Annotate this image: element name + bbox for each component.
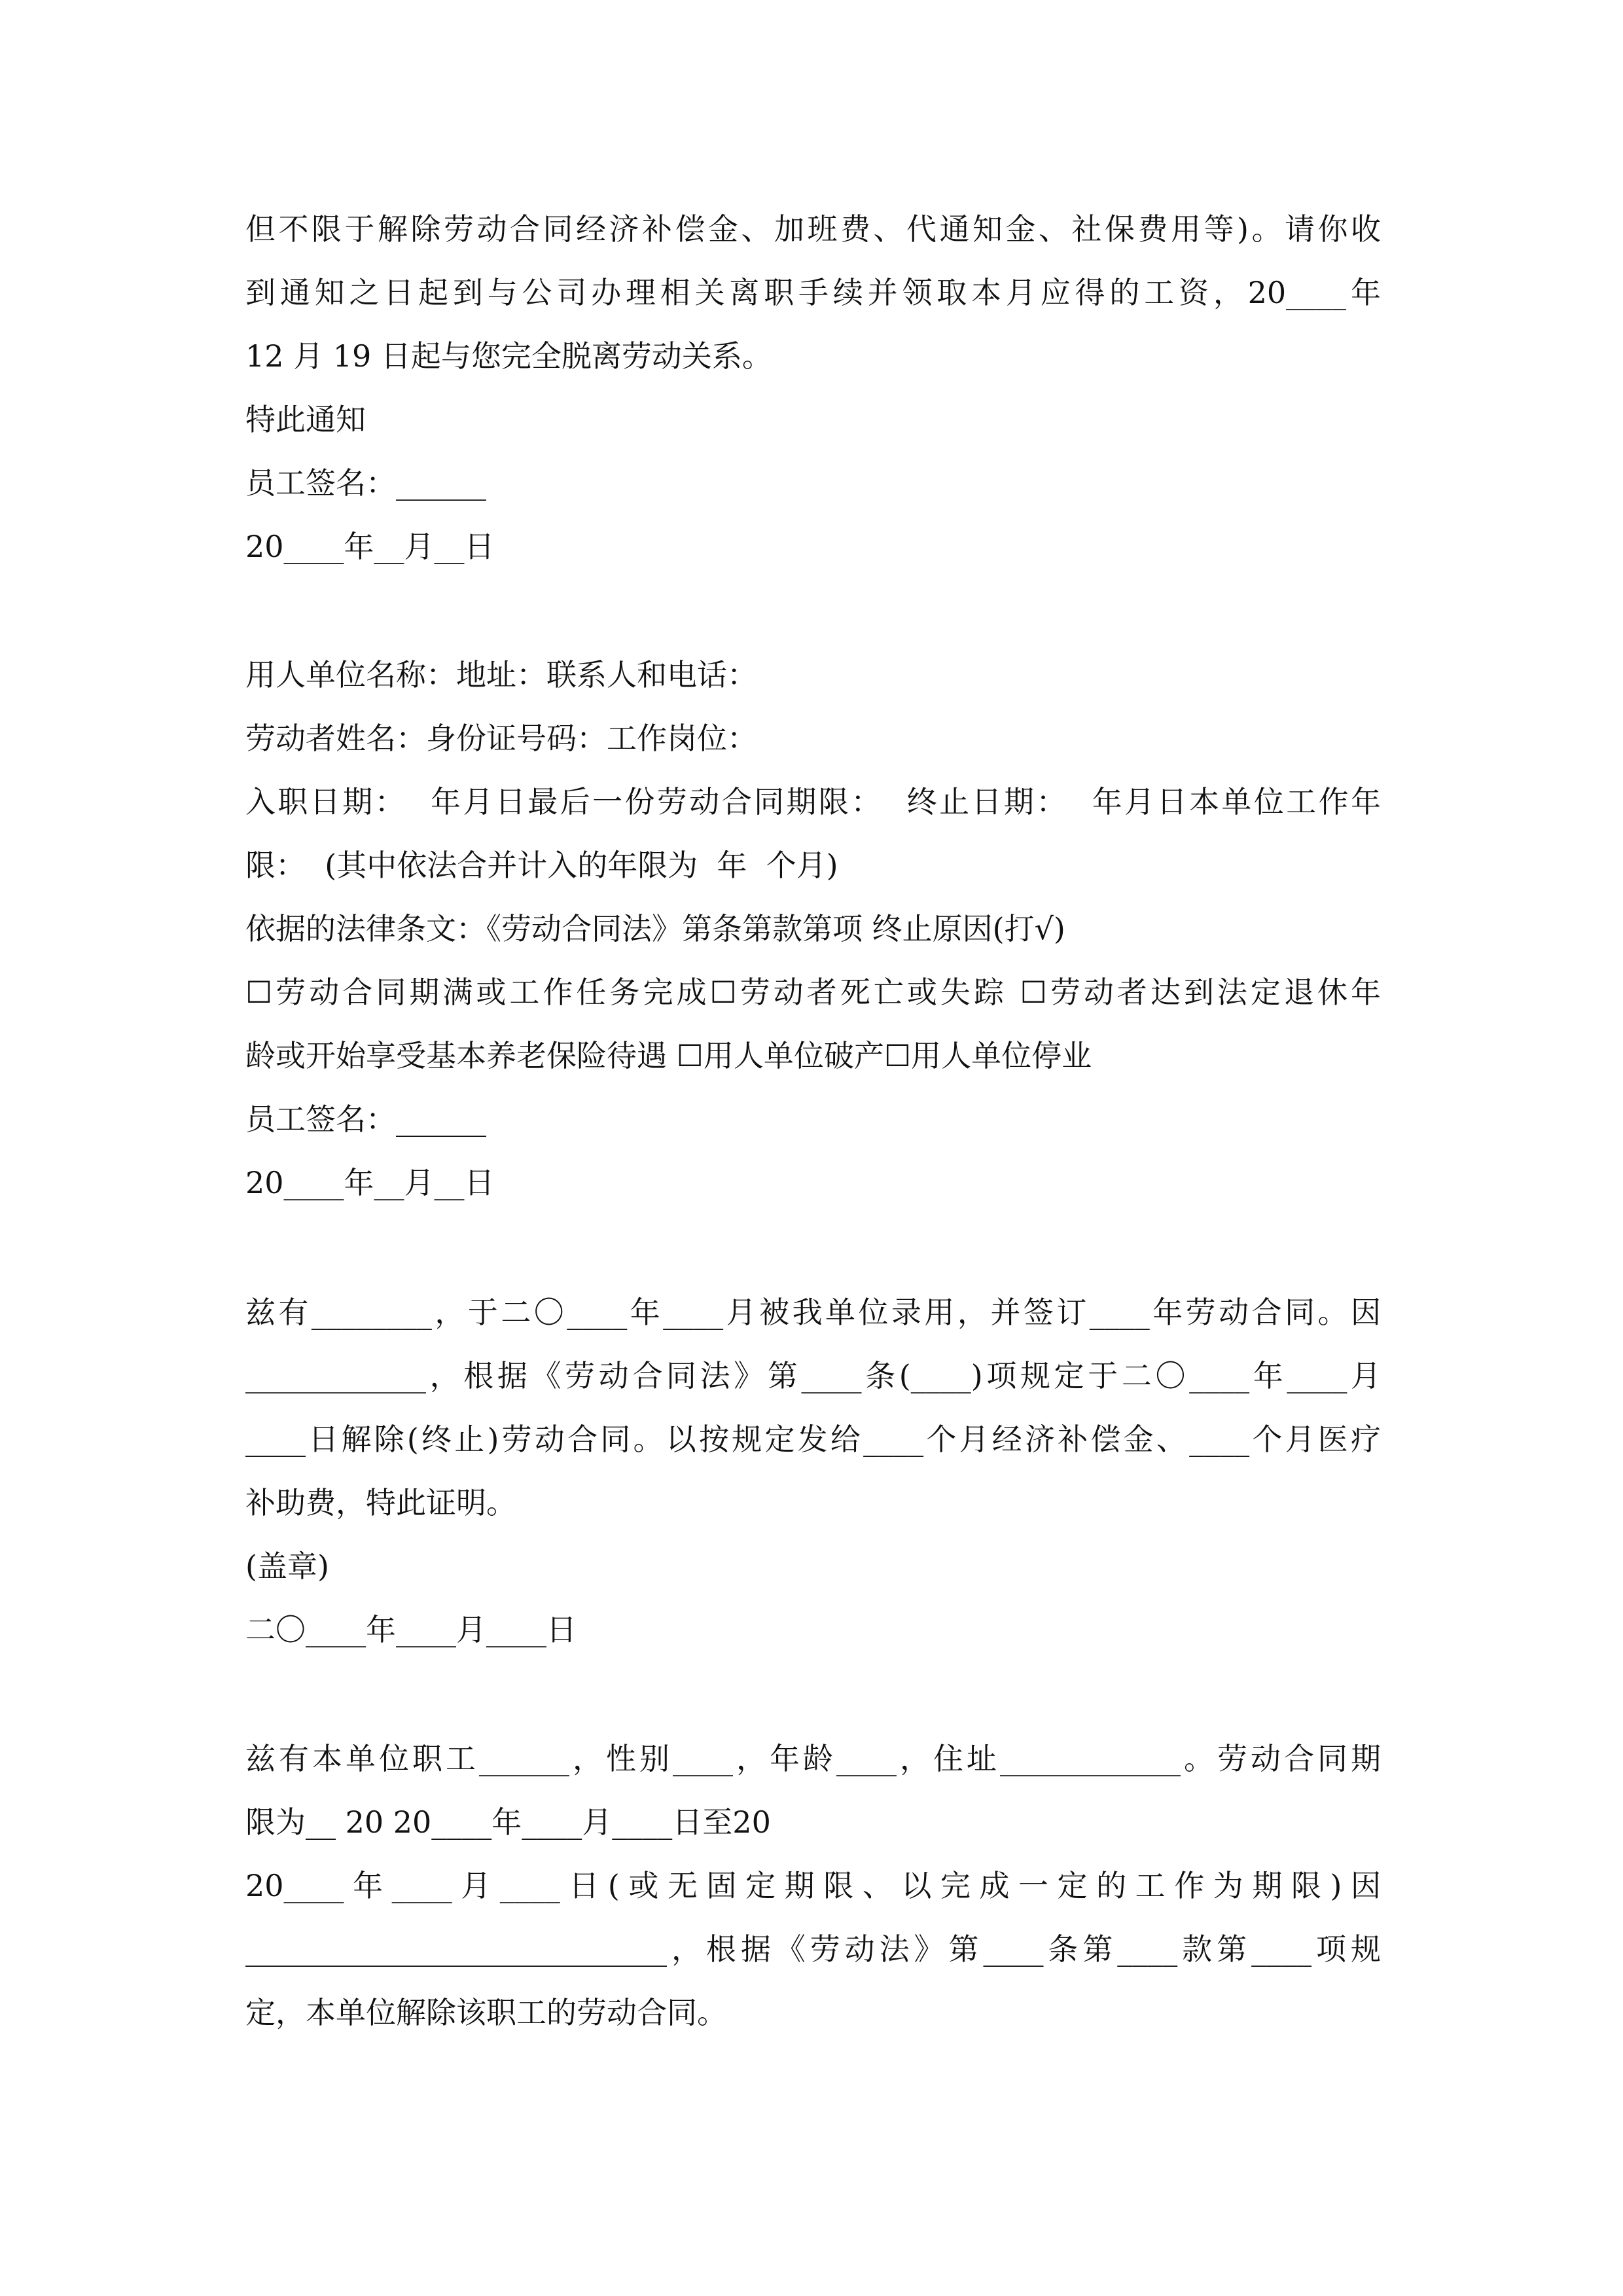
employer-info-line: 用人单位名称：地址：联系人和电话： (245, 657, 757, 692)
certificate-line-4: 补助费，特此证明。 (245, 1485, 516, 1520)
certificate-line-3: ____日解除(终止)劳动合同。以按规定发给____个月经济补偿金、____个月医疗 (245, 1422, 1381, 1457)
certificate-line-2: ____________，根据《劳动合同法》第____条(____)项规定于二〇____年____月 (245, 1358, 1381, 1393)
reason-options-line-2: 龄或开始享受基本养老保险待遇 ☐用人单位破产☐用人单位停业 (245, 1038, 1092, 1073)
notice-closing: 特此通知 (245, 402, 366, 437)
dates-line-1: 入职日期： 年月日最后一份劳动合同期限： 终止日期： 年月日本单位工作年 (245, 784, 1381, 819)
notice-line-1: 但不限于解除劳动合同经济补偿金、加班费、代通知金、社保费用等)。请你收 (245, 211, 1381, 247)
date-line: 二〇____年____月____日 (245, 1612, 577, 1647)
seal-label: (盖章) (245, 1549, 329, 1584)
employee-info-line: 劳动者姓名：身份证号码：工作岗位： (245, 721, 757, 756)
dismissal-line-1: 兹有本单位职工______，性别____，年龄____，住址____________。劳动合同期 (245, 1741, 1381, 1776)
employee-signature-line: 员工签名：______ (245, 1102, 486, 1137)
dates-line-2: 限： (其中依法合并计入的年限为 年 个月) (245, 848, 838, 883)
date-line: 20____年__月__日 (245, 529, 495, 564)
dismissal-line-2: 限为__ 20 20____年____月____日至20 (245, 1804, 771, 1840)
notice-line-2: 到通知之日起到与公司办理相关离职手续并领取本月应得的工资，20____年 (245, 275, 1381, 310)
dismissal-line-3: 20____年____月____日(或无固定期限、以完成一定的工作为期限)因 (245, 1868, 1381, 1903)
notice-line-3: 12 月 19 日起与您完全脱离劳动关系。 (245, 338, 772, 374)
reason-options-line-1: ☐劳动合同期满或工作任务完成☐劳动者死亡或失踪 ☐劳动者达到法定退休年 (245, 975, 1381, 1010)
date-line: 20____年__月__日 (245, 1165, 495, 1200)
legal-basis-line: 依据的法律条文：《劳动合同法》第条第款第项 终止原因(打√) (245, 911, 1065, 946)
dismissal-line-4: ____________________________，根据《劳动法》第____条第____款第____项规 (245, 1931, 1382, 1967)
dismissal-line-5: 定，本单位解除该职工的劳动合同。 (245, 1995, 727, 2030)
certificate-line-1: 兹有________，于二〇____年____月被我单位录用，并签订____年劳动合同。因 (245, 1295, 1381, 1330)
employee-signature-line: 员工签名：______ (245, 465, 486, 501)
